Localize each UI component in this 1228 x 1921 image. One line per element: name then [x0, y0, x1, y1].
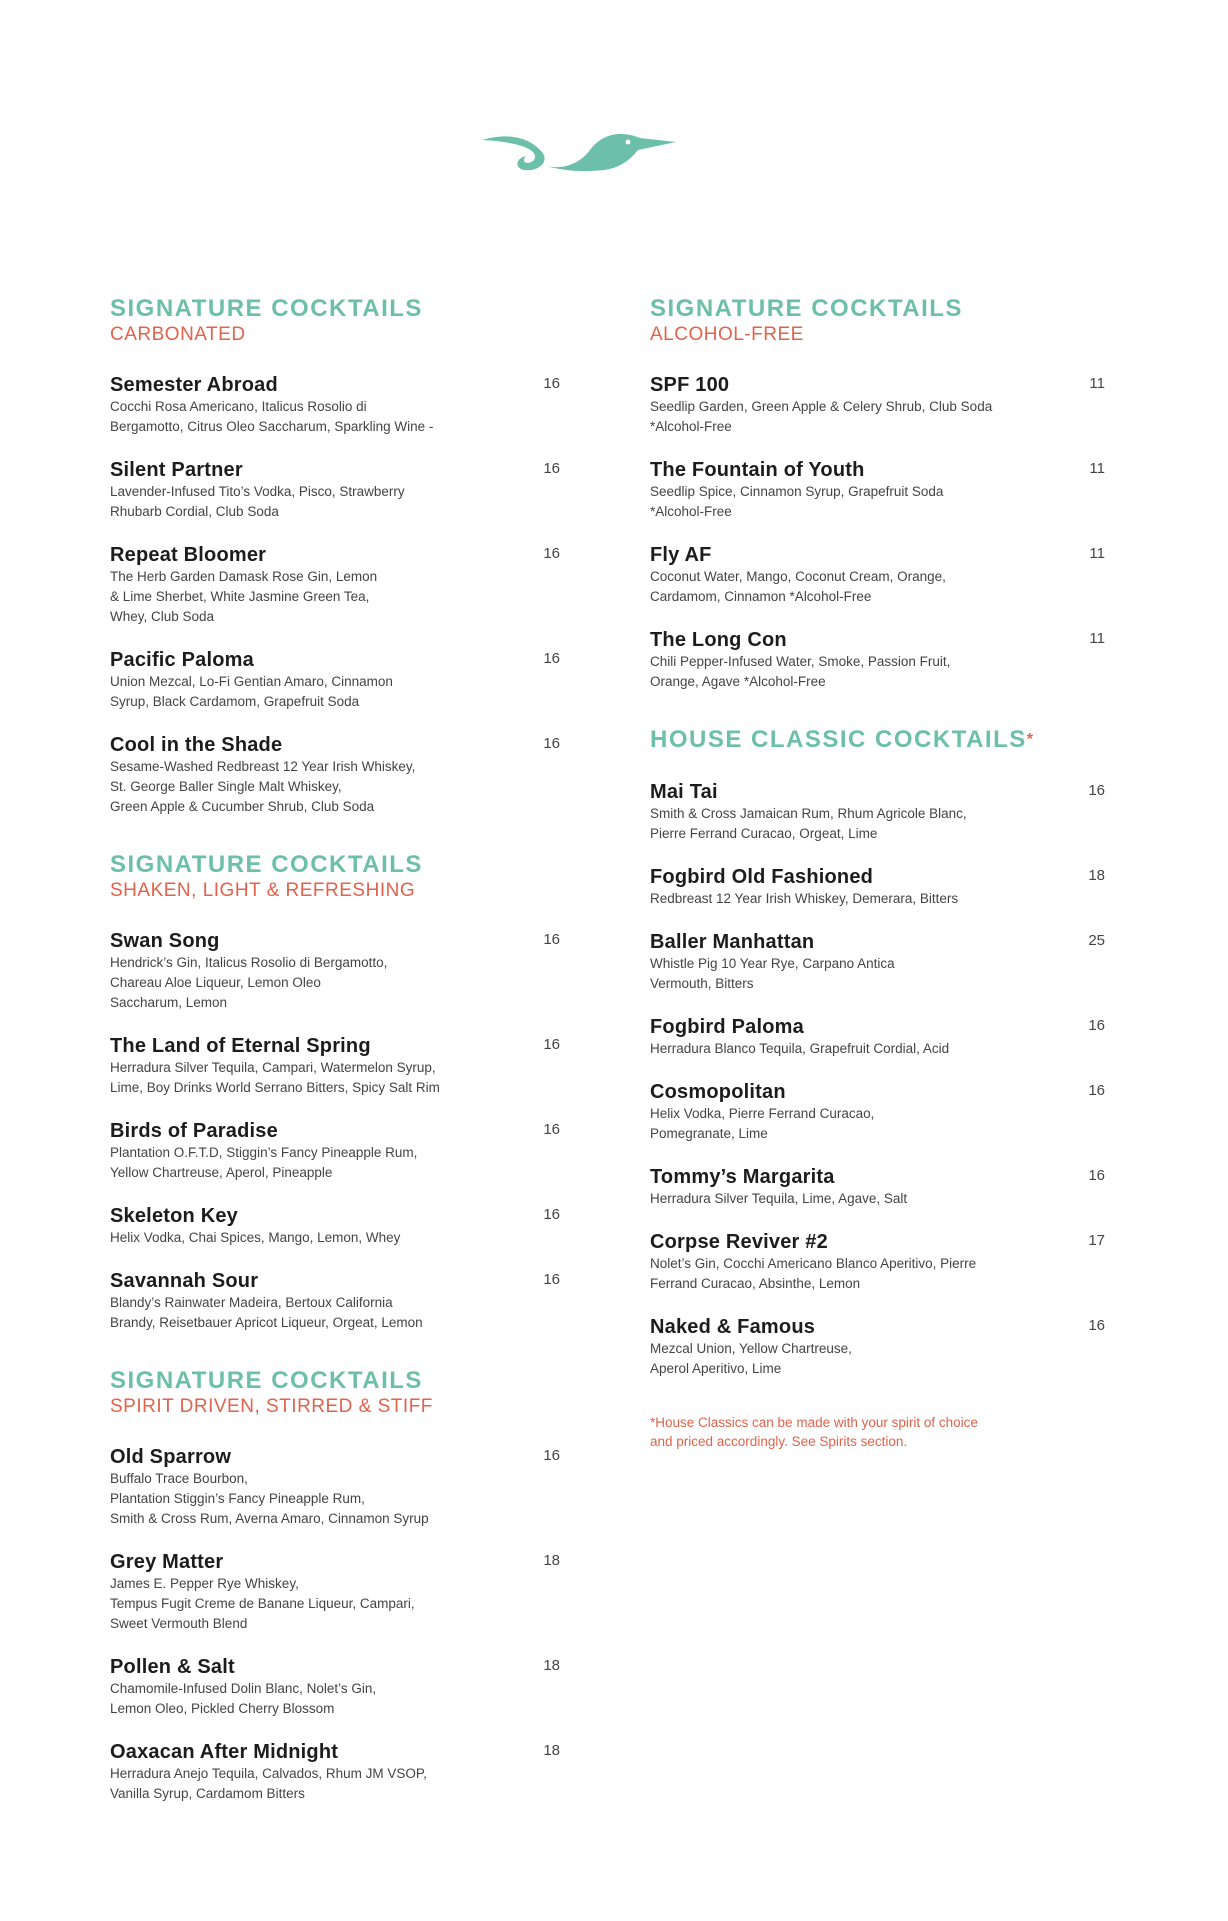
item-description: Blandy’s Rainwater Madeira, Bertoux California Brandy, Reisetbauer Apricot Liqueur, Orgeat, Lemon	[110, 1295, 423, 1330]
item-price: 16	[543, 735, 560, 752]
menu-item	[650, 543, 1105, 607]
item-price: 11	[1089, 460, 1105, 477]
item-description: James E. Pepper Rye Whiskey, Tempus Fugit Creme de Banane Liqueur, Campari, Sweet Vermouth Blend	[110, 1576, 415, 1631]
item-name: Grey Matter	[110, 1551, 224, 1573]
right-column	[650, 295, 1105, 1451]
item-price: 11	[1089, 375, 1105, 392]
menu-item	[650, 930, 1105, 994]
menu-section	[110, 295, 560, 817]
menu-item	[650, 1230, 1105, 1294]
left-column	[110, 295, 560, 1838]
section-title-text: SIGNATURE COCKTAILS	[110, 295, 423, 322]
item-description: Buffalo Trace Bourbon, Plantation Stiggin’s Fancy Pineapple Rum, Smith & Cross Rum, Averna Amaro, Cinnamon Syrup	[110, 1471, 429, 1526]
menu-item	[650, 1080, 1105, 1144]
item-description: Chamomile-Infused Dolin Blanc, Nolet’s Gin, Lemon Oleo, Pickled Cherry Blossom	[110, 1681, 377, 1716]
item-name: Fly AF	[650, 544, 712, 566]
menu-item	[650, 628, 1105, 692]
item-price: 16	[1088, 1082, 1105, 1099]
menu-item	[110, 648, 560, 712]
menu-item	[110, 1204, 560, 1248]
item-description: Mezcal Union, Yellow Chartreuse, Aperol Aperitivo, Lime	[650, 1341, 852, 1376]
menu-item	[110, 733, 560, 817]
item-name: The Fountain of Youth	[650, 459, 865, 481]
menu-section	[650, 295, 1105, 692]
section-title-text: HOUSE CLASSIC COCKTAILS	[650, 726, 1027, 753]
item-price: 16	[543, 460, 560, 477]
menu-item	[110, 543, 560, 627]
item-description: Herradura Blanco Tequila, Grapefruit Cordial, Acid	[650, 1041, 950, 1056]
item-description: Seedlip Spice, Cinnamon Syrup, Grapefruit Soda *Alcohol-Free	[650, 484, 944, 519]
item-price: 16	[1088, 1017, 1105, 1034]
item-price: 11	[1089, 630, 1105, 647]
menu-item	[110, 929, 560, 1013]
section-title	[650, 295, 1105, 323]
menu-item	[110, 373, 560, 437]
section-title	[650, 726, 1105, 754]
item-description: Helix Vodka, Pierre Ferrand Curacao, Pomegranate, Lime	[650, 1106, 875, 1141]
item-description: Helix Vodka, Chai Spices, Mango, Lemon, Whey	[110, 1230, 401, 1245]
section-title-text: SIGNATURE COCKTAILS	[110, 851, 423, 878]
item-price: 16	[543, 1447, 560, 1464]
item-description: Coconut Water, Mango, Coconut Cream, Orange, Cardamom, Cinnamon *Alcohol-Free	[650, 569, 946, 604]
menu-item	[110, 458, 560, 522]
item-price: 18	[543, 1552, 560, 1569]
menu-item	[650, 865, 1105, 909]
menu-item	[110, 1034, 560, 1098]
item-name: Oaxacan After Midnight	[110, 1741, 339, 1763]
item-name: Naked & Famous	[650, 1316, 816, 1338]
menu-item	[650, 1015, 1105, 1059]
item-price: 16	[543, 931, 560, 948]
item-price: 17	[1088, 1232, 1105, 1249]
section-subtitle: SHAKEN, LIGHT & REFRESHING	[110, 880, 416, 901]
item-name: Silent Partner	[110, 459, 243, 481]
item-price: 16	[543, 1271, 560, 1288]
section-title	[110, 851, 560, 879]
item-name: Fogbird Paloma	[650, 1016, 804, 1038]
section-subtitle: SPIRIT DRIVEN, STIRRED & STIFF	[110, 1396, 433, 1417]
section-asterisk: *	[1026, 731, 1035, 748]
item-price: 16	[543, 1121, 560, 1138]
item-name: Pacific Paloma	[110, 649, 254, 671]
bird-logo-icon	[480, 120, 680, 180]
section-title	[110, 295, 560, 323]
item-price: 16	[543, 1206, 560, 1223]
item-name: The Long Con	[650, 629, 787, 651]
item-price: 16	[1088, 782, 1105, 799]
menu-item	[650, 373, 1105, 437]
section-title-text: SIGNATURE COCKTAILS	[110, 1367, 423, 1394]
item-description: Chili Pepper-Infused Water, Smoke, Passion Fruit, Orange, Agave *Alcohol-Free	[650, 654, 951, 689]
section-subtitle: CARBONATED	[110, 324, 246, 345]
section-title	[110, 1367, 560, 1395]
menu-section	[110, 1367, 560, 1804]
item-description: Lavender-Infused Tito’s Vodka, Pisco, Strawberry Rhubarb Cordial, Club Soda	[110, 484, 405, 519]
item-price: 16	[1088, 1317, 1105, 1334]
menu-item	[650, 458, 1105, 522]
menu-item	[110, 1740, 560, 1804]
item-name: SPF 100	[650, 374, 730, 396]
item-price: 18	[543, 1657, 560, 1674]
item-price: 16	[543, 375, 560, 392]
menu-item	[110, 1269, 560, 1333]
item-price: 18	[1088, 867, 1105, 884]
item-name: Birds of Paradise	[110, 1120, 278, 1142]
menu-item	[650, 1165, 1105, 1209]
item-description: Herradura Silver Tequila, Lime, Agave, Salt	[650, 1191, 908, 1206]
item-description: Hendrick’s Gin, Italicus Rosolio di Bergamotto, Chareau Aloe Liqueur, Lemon Oleo Saccharum, Lemon	[110, 955, 388, 1010]
menu-item	[650, 1315, 1105, 1379]
item-description: The Herb Garden Damask Rose Gin, Lemon & Lime Sherbet, White Jasmine Green Tea, Whey, Club Soda	[110, 569, 378, 624]
item-name: Mai Tai	[650, 781, 718, 803]
item-description: Nolet’s Gin, Cocchi Americano Blanco Aperitivo, Pierre Ferrand Curacao, Absinthe, Lemon	[650, 1256, 977, 1291]
item-price: 18	[543, 1742, 560, 1759]
item-price: 16	[543, 1036, 560, 1053]
menu-item	[110, 1655, 560, 1719]
menu-item	[110, 1550, 560, 1634]
item-name: Pollen & Salt	[110, 1656, 235, 1678]
item-description: Herradura Silver Tequila, Campari, Watermelon Syrup, Lime, Boy Drinks World Serrano Bitters, Spicy Salt Rim	[110, 1060, 440, 1095]
item-name: Skeleton Key	[110, 1205, 239, 1227]
item-name: The Land of Eternal Spring	[110, 1035, 371, 1057]
item-description: Smith & Cross Jamaican Rum, Rhum Agricole Blanc, Pierre Ferrand Curacao, Orgeat, Lime	[650, 806, 967, 841]
item-price: 16	[1088, 1167, 1105, 1184]
menu-section	[110, 851, 560, 1333]
item-name: Old Sparrow	[110, 1446, 232, 1468]
item-name: Cool in the Shade	[110, 734, 283, 756]
house-classics-note: *House Classics can be made with your spirit of choice and priced accordingly. See Spirits section.	[650, 1415, 978, 1449]
item-description: Union Mezcal, Lo-Fi Gentian Amaro, Cinnamon Syrup, Black Cardamom, Grapefruit Soda	[110, 674, 393, 709]
menu-section	[650, 726, 1105, 1379]
item-description: Plantation O.F.T.D, Stiggin’s Fancy Pineapple Rum, Yellow Chartreuse, Aperol, Pineapple	[110, 1145, 418, 1180]
item-price: 25	[1088, 932, 1105, 949]
item-name: Semester Abroad	[110, 374, 278, 396]
menu-item	[110, 1119, 560, 1183]
item-price: 11	[1089, 545, 1105, 562]
section-title-text: SIGNATURE COCKTAILS	[650, 295, 963, 322]
item-description: Sesame-Washed Redbreast 12 Year Irish Whiskey, St. George Baller Single Malt Whiskey, Green Apple & Cucumber Shrub, Club Soda	[110, 759, 416, 814]
item-name: Corpse Reviver #2	[650, 1231, 828, 1253]
item-price: 16	[543, 650, 560, 667]
item-description: Redbreast 12 Year Irish Whiskey, Demerara, Bitters	[650, 891, 959, 906]
menu-item	[650, 780, 1105, 844]
menu-item	[110, 1445, 560, 1529]
section-subtitle: ALCOHOL-FREE	[650, 324, 804, 345]
item-name: Repeat Bloomer	[110, 544, 267, 566]
item-name: Swan Song	[110, 930, 220, 952]
item-description: Whistle Pig 10 Year Rye, Carpano Antica Vermouth, Bitters	[650, 956, 895, 991]
item-name: Cosmopolitan	[650, 1081, 786, 1103]
item-description: Herradura Anejo Tequila, Calvados, Rhum JM VSOP, Vanilla Syrup, Cardamom Bitters	[110, 1766, 427, 1801]
item-name: Baller Manhattan	[650, 931, 815, 953]
item-description: Cocchi Rosa Americano, Italicus Rosolio di Bergamotto, Citrus Oleo Saccharum, Sparkling Wine -	[110, 399, 434, 434]
item-description: Seedlip Garden, Green Apple & Celery Shrub, Club Soda *Alcohol-Free	[650, 399, 993, 434]
item-name: Tommy’s Margarita	[650, 1166, 835, 1188]
item-price: 16	[543, 545, 560, 562]
item-name: Fogbird Old Fashioned	[650, 866, 874, 888]
item-name: Savannah Sour	[110, 1270, 259, 1292]
